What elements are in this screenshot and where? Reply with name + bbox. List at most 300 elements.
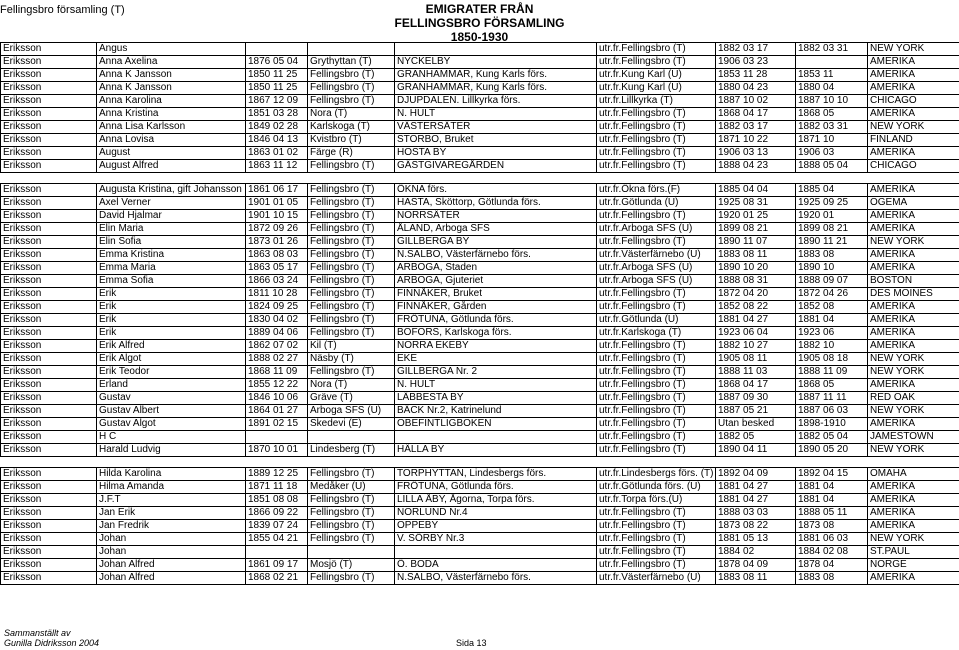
given-name-cell: Erik Alfred bbox=[97, 340, 246, 353]
destination-cell: RED OAK bbox=[868, 392, 959, 405]
compiler-name: Gunilla Didriksson 2004 bbox=[4, 638, 100, 648]
title-line-3: 1850-1930 bbox=[450, 30, 509, 44]
birth-date-cell: 1891 02 15 bbox=[246, 418, 308, 431]
table-row bbox=[1, 520, 959, 533]
emigration-date-cell: 1882 05 04 bbox=[796, 431, 868, 444]
surname-cell: Eriksson bbox=[1, 223, 97, 236]
surname-cell: Eriksson bbox=[1, 121, 97, 134]
given-name-cell: Erik Algot bbox=[97, 353, 246, 366]
residence-cell: LILLA ÅBY, Ågorna, Torpa förs. bbox=[395, 494, 597, 507]
birth-parish-cell: Gräve (T) bbox=[308, 392, 395, 405]
departure-date-cell: 1868 04 17 bbox=[716, 108, 796, 121]
emigration-date-cell: 1882 03 31 bbox=[796, 43, 868, 56]
surname-cell: Eriksson bbox=[1, 262, 97, 275]
departure-date-cell: 1883 08 11 bbox=[716, 249, 796, 262]
table-row bbox=[1, 444, 959, 457]
table-row bbox=[1, 275, 959, 288]
emigration-date-cell: 1880 04 bbox=[796, 82, 868, 95]
surname-cell: Eriksson bbox=[1, 288, 97, 301]
residence-cell: FINNÅKER, Bruket bbox=[395, 288, 597, 301]
birth-date-cell: 1863 11 12 bbox=[246, 160, 308, 173]
departure-date-cell: 1923 06 04 bbox=[716, 327, 796, 340]
destination-cell: NORGE bbox=[868, 559, 959, 572]
birth-date-cell: 1861 09 17 bbox=[246, 559, 308, 572]
birth-parish-cell: Fellingsbro (T) bbox=[308, 507, 395, 520]
emigration-date-cell: 1887 06 03 bbox=[796, 405, 868, 418]
given-name-cell: Harald Ludvig bbox=[97, 444, 246, 457]
given-name-cell: Angus bbox=[97, 43, 246, 56]
emigration-date-cell: 1899 08 21 bbox=[796, 223, 868, 236]
destination-cell: NEW YORK bbox=[868, 236, 959, 249]
destination-cell: NEW YORK bbox=[868, 533, 959, 546]
departure-date-cell: 1890 10 20 bbox=[716, 262, 796, 275]
given-name-cell: Johan bbox=[97, 533, 246, 546]
destination-cell: AMERIKA bbox=[868, 494, 959, 507]
destination-cell: AMERIKA bbox=[868, 314, 959, 327]
departure-parish-cell: utr.fr.Fellingsbro (T) bbox=[597, 379, 716, 392]
destination-cell: ST.PAUL bbox=[868, 546, 959, 559]
surname-cell: Eriksson bbox=[1, 559, 97, 572]
residence-cell: GILLBERGA BY bbox=[395, 236, 597, 249]
compiler-credit bbox=[4, 628, 99, 648]
birth-date-cell: 1851 03 28 bbox=[246, 108, 308, 121]
departure-parish-cell: utr.fr.Torpa förs.(U) bbox=[597, 494, 716, 507]
table-row bbox=[1, 366, 959, 379]
residence-cell: NORLUND Nr.4 bbox=[395, 507, 597, 520]
residence-cell: ÅLAND, Arboga SFS bbox=[395, 223, 597, 236]
given-name-cell: David Hjalmar bbox=[97, 210, 246, 223]
table-row bbox=[1, 134, 959, 147]
residence-cell: STORBO, Bruket bbox=[395, 134, 597, 147]
birth-parish-cell: Fellingsbro (T) bbox=[308, 160, 395, 173]
departure-date-cell: 1878 04 09 bbox=[716, 559, 796, 572]
departure-parish-cell: utr.fr.Fellingsbro (T) bbox=[597, 56, 716, 69]
birth-parish-cell: Fellingsbro (T) bbox=[308, 301, 395, 314]
destination-cell: DES MOINES bbox=[868, 288, 959, 301]
departure-date-cell: 1890 11 07 bbox=[716, 236, 796, 249]
given-name-cell: Anna K Jansson bbox=[97, 69, 246, 82]
surname-cell: Eriksson bbox=[1, 108, 97, 121]
given-name-cell: Elin Sofia bbox=[97, 236, 246, 249]
emigration-date-cell: 1888 11 09 bbox=[796, 366, 868, 379]
departure-parish-cell: utr.fr.Fellingsbro (T) bbox=[597, 405, 716, 418]
birth-parish-cell bbox=[308, 431, 395, 444]
departure-parish-cell: utr.fr.Västerfärnebo (U) bbox=[597, 249, 716, 262]
emigration-date-cell: 1882 03 31 bbox=[796, 121, 868, 134]
given-name-cell: Emma Sofia bbox=[97, 275, 246, 288]
departure-date-cell: 1873 08 22 bbox=[716, 520, 796, 533]
table-row bbox=[1, 353, 959, 366]
birth-date-cell: 1868 11 09 bbox=[246, 366, 308, 379]
surname-cell: Eriksson bbox=[1, 134, 97, 147]
destination-cell: AMERIKA bbox=[868, 82, 959, 95]
surname-cell: Eriksson bbox=[1, 197, 97, 210]
residence-cell: LÄBBESTA BY bbox=[395, 392, 597, 405]
table-row bbox=[1, 572, 959, 585]
table-row bbox=[1, 533, 959, 546]
birth-date-cell: 1901 10 15 bbox=[246, 210, 308, 223]
surname-cell: Eriksson bbox=[1, 494, 97, 507]
birth-parish-cell: Fellingsbro (T) bbox=[308, 366, 395, 379]
departure-date-cell: 1884 02 bbox=[716, 546, 796, 559]
surname-cell: Eriksson bbox=[1, 481, 97, 494]
table-row bbox=[1, 197, 959, 210]
destination-cell: OGEMA bbox=[868, 197, 959, 210]
birth-parish-cell: Fellingsbro (T) bbox=[308, 314, 395, 327]
emigration-date-cell: 1881 04 bbox=[796, 494, 868, 507]
residence-cell: GILLBERGA Nr. 2 bbox=[395, 366, 597, 379]
birth-date-cell: 1888 02 27 bbox=[246, 353, 308, 366]
given-name-cell: Anna Kristina bbox=[97, 108, 246, 121]
given-name-cell: Augusta Kristina, gift Johansson bbox=[97, 184, 246, 197]
emigration-date-cell: 1888 05 04 bbox=[796, 160, 868, 173]
table-body bbox=[1, 43, 959, 585]
birth-date-cell: 1846 10 06 bbox=[246, 392, 308, 405]
table-row bbox=[1, 301, 959, 314]
departure-parish-cell: utr.fr.Fellingsbro (T) bbox=[597, 431, 716, 444]
departure-parish-cell: utr.fr.Fellingsbro (T) bbox=[597, 533, 716, 546]
given-name-cell: August bbox=[97, 147, 246, 160]
emigration-date-cell: 1925 09 25 bbox=[796, 197, 868, 210]
residence-cell: EKE bbox=[395, 353, 597, 366]
residence-cell: V. SÖRBY Nr.3 bbox=[395, 533, 597, 546]
residence-cell: BÄCK Nr.2, Katrinelund bbox=[395, 405, 597, 418]
emigration-date-cell: 1906 03 bbox=[796, 147, 868, 160]
surname-cell: Eriksson bbox=[1, 353, 97, 366]
birth-date-cell: 1863 05 17 bbox=[246, 262, 308, 275]
departure-parish-cell: utr.fr.Västerfärnebo (U) bbox=[597, 572, 716, 585]
birth-parish-cell: Fellingsbro (T) bbox=[308, 69, 395, 82]
birth-date-cell: 1830 04 02 bbox=[246, 314, 308, 327]
birth-parish-cell: Näsby (T) bbox=[308, 353, 395, 366]
given-name-cell: H C bbox=[97, 431, 246, 444]
surname-cell: Eriksson bbox=[1, 275, 97, 288]
birth-date-cell: 1850 11 25 bbox=[246, 69, 308, 82]
destination-cell: OMAHA bbox=[868, 468, 959, 481]
given-name-cell: Erik Teodor bbox=[97, 366, 246, 379]
residence-cell: TORPHYTTAN, Lindesbergs förs. bbox=[395, 468, 597, 481]
spacer-row bbox=[1, 173, 959, 184]
departure-date-cell: 1899 08 21 bbox=[716, 223, 796, 236]
given-name-cell: Erik bbox=[97, 301, 246, 314]
departure-parish-cell: utr.fr.Fellingsbro (T) bbox=[597, 288, 716, 301]
birth-parish-cell: Mosjö (T) bbox=[308, 559, 395, 572]
surname-cell: Eriksson bbox=[1, 379, 97, 392]
residence-cell: FINNÅKER, Gården bbox=[395, 301, 597, 314]
title-line-2: FELLINGSBRO FÖRSAMLING bbox=[394, 16, 565, 30]
destination-cell: FINLAND bbox=[868, 134, 959, 147]
birth-date-cell bbox=[246, 43, 308, 56]
departure-parish-cell: utr.fr.Fellingsbro (T) bbox=[597, 43, 716, 56]
table-row bbox=[1, 392, 959, 405]
emigration-date-cell: 1923 06 bbox=[796, 327, 868, 340]
residence-cell: HÄLLA BY bbox=[395, 444, 597, 457]
table-row bbox=[1, 210, 959, 223]
emigration-date-cell: 1890 10 bbox=[796, 262, 868, 275]
departure-date-cell: 1883 08 11 bbox=[716, 572, 796, 585]
birth-date-cell: 1866 03 24 bbox=[246, 275, 308, 288]
residence-cell: GRANHAMMAR, Kung Karls förs. bbox=[395, 69, 597, 82]
birth-date-cell: 1839 07 24 bbox=[246, 520, 308, 533]
residence-cell: HOSTA BY bbox=[395, 147, 597, 160]
departure-parish-cell: utr.fr.Fellingsbro (T) bbox=[597, 546, 716, 559]
residence-cell: N. HULT bbox=[395, 108, 597, 121]
emigration-date-cell: 1890 11 21 bbox=[796, 236, 868, 249]
residence-cell: N.SALBO, Västerfärnebo förs. bbox=[395, 249, 597, 262]
surname-cell: Eriksson bbox=[1, 147, 97, 160]
residence-cell: OPPEBY bbox=[395, 520, 597, 533]
birth-date-cell: 1862 07 02 bbox=[246, 340, 308, 353]
surname-cell: Eriksson bbox=[1, 82, 97, 95]
departure-date-cell: 1882 10 27 bbox=[716, 340, 796, 353]
surname-cell: Eriksson bbox=[1, 340, 97, 353]
residence-cell: DJUPDALEN. Lillkyrka förs. bbox=[395, 95, 597, 108]
destination-cell: NEW YORK bbox=[868, 366, 959, 379]
given-name-cell: Erik bbox=[97, 288, 246, 301]
residence-cell: NORRSÄTER bbox=[395, 210, 597, 223]
birth-parish-cell: Karlskoga (T) bbox=[308, 121, 395, 134]
emigration-date-cell: 1905 08 18 bbox=[796, 353, 868, 366]
birth-date-cell bbox=[246, 546, 308, 559]
table-row bbox=[1, 82, 959, 95]
given-name-cell: Anna Karolina bbox=[97, 95, 246, 108]
destination-cell: AMERIKA bbox=[868, 223, 959, 236]
destination-cell: AMERIKA bbox=[868, 249, 959, 262]
departure-date-cell: 1888 08 31 bbox=[716, 275, 796, 288]
destination-cell: NEW YORK bbox=[868, 444, 959, 457]
emigration-date-cell: 1887 11 11 bbox=[796, 392, 868, 405]
residence-cell: FRÖTUNA, Götlunda förs. bbox=[395, 314, 597, 327]
birth-date-cell: 1849 02 28 bbox=[246, 121, 308, 134]
surname-cell: Eriksson bbox=[1, 520, 97, 533]
table-row bbox=[1, 56, 959, 69]
residence-cell: ÖKNA förs. bbox=[395, 184, 597, 197]
birth-parish-cell: Fellingsbro (T) bbox=[308, 520, 395, 533]
departure-parish-cell: utr.fr.Ökna förs.(F) bbox=[597, 184, 716, 197]
emigration-date-cell: 1884 02 08 bbox=[796, 546, 868, 559]
table-row bbox=[1, 507, 959, 520]
given-name-cell: Emma Maria bbox=[97, 262, 246, 275]
departure-date-cell: 1888 04 23 bbox=[716, 160, 796, 173]
departure-date-cell: 1905 08 11 bbox=[716, 353, 796, 366]
emigration-date-cell: 1873 08 bbox=[796, 520, 868, 533]
document-title bbox=[0, 2, 959, 44]
destination-cell: AMERIKA bbox=[868, 379, 959, 392]
given-name-cell: Gustav bbox=[97, 392, 246, 405]
departure-date-cell: 1882 05 bbox=[716, 431, 796, 444]
table-row bbox=[1, 288, 959, 301]
residence-cell bbox=[395, 43, 597, 56]
given-name-cell: Anna K Jansson bbox=[97, 82, 246, 95]
destination-cell: AMERIKA bbox=[868, 210, 959, 223]
table-row bbox=[1, 418, 959, 431]
destination-cell: AMERIKA bbox=[868, 108, 959, 121]
emigration-date-cell: 1868 05 bbox=[796, 108, 868, 121]
birth-date-cell: 1870 10 01 bbox=[246, 444, 308, 457]
departure-parish-cell: utr.fr.Fellingsbro (T) bbox=[597, 108, 716, 121]
given-name-cell: Elin Maria bbox=[97, 223, 246, 236]
table-row bbox=[1, 236, 959, 249]
residence-cell: OBEFINTLIGBOKEN bbox=[395, 418, 597, 431]
destination-cell: AMERIKA bbox=[868, 301, 959, 314]
table-row bbox=[1, 147, 959, 160]
surname-cell: Eriksson bbox=[1, 184, 97, 197]
table-row bbox=[1, 184, 959, 197]
table-row bbox=[1, 468, 959, 481]
departure-parish-cell: utr.fr.Karlskoga (T) bbox=[597, 327, 716, 340]
birth-parish-cell: Färge (R) bbox=[308, 147, 395, 160]
table-row bbox=[1, 494, 959, 507]
given-name-cell: Johan Alfred bbox=[97, 559, 246, 572]
surname-cell: Eriksson bbox=[1, 160, 97, 173]
destination-cell: NEW YORK bbox=[868, 405, 959, 418]
table-row bbox=[1, 546, 959, 559]
given-name-cell: Gustav Albert bbox=[97, 405, 246, 418]
birth-date-cell: 1864 01 27 bbox=[246, 405, 308, 418]
birth-parish-cell: Fellingsbro (T) bbox=[308, 95, 395, 108]
birth-parish-cell: Fellingsbro (T) bbox=[308, 223, 395, 236]
table-row bbox=[1, 405, 959, 418]
surname-cell: Eriksson bbox=[1, 533, 97, 546]
surname-cell: Eriksson bbox=[1, 327, 97, 340]
departure-parish-cell: utr.fr.Arboga SFS (U) bbox=[597, 275, 716, 288]
birth-parish-cell: Lindesberg (T) bbox=[308, 444, 395, 457]
birth-parish-cell: Skedevi (E) bbox=[308, 418, 395, 431]
emigration-date-cell: 1892 04 15 bbox=[796, 468, 868, 481]
birth-date-cell: 1861 06 17 bbox=[246, 184, 308, 197]
departure-date-cell: 1892 04 09 bbox=[716, 468, 796, 481]
residence-cell: ARBOGA, Gjuteriet bbox=[395, 275, 597, 288]
destination-cell: BOSTON bbox=[868, 275, 959, 288]
departure-date-cell: 1853 11 28 bbox=[716, 69, 796, 82]
residence-cell bbox=[395, 431, 597, 444]
given-name-cell: Erland bbox=[97, 379, 246, 392]
birth-date-cell: 1876 05 04 bbox=[246, 56, 308, 69]
departure-date-cell: 1887 09 30 bbox=[716, 392, 796, 405]
birth-parish-cell: Grythyttan (T) bbox=[308, 56, 395, 69]
table-row bbox=[1, 327, 959, 340]
emigrant-table bbox=[0, 42, 959, 585]
table-row bbox=[1, 160, 959, 173]
departure-parish-cell: utr.fr.Arboga SFS (U) bbox=[597, 262, 716, 275]
departure-date-cell: 1920 01 25 bbox=[716, 210, 796, 223]
emigration-date-cell: 1853 11 bbox=[796, 69, 868, 82]
emigration-date-cell: 1872 04 26 bbox=[796, 288, 868, 301]
birth-date-cell: 1867 12 09 bbox=[246, 95, 308, 108]
surname-cell: Eriksson bbox=[1, 69, 97, 82]
surname-cell: Eriksson bbox=[1, 392, 97, 405]
surname-cell: Eriksson bbox=[1, 249, 97, 262]
departure-date-cell: 1925 08 31 bbox=[716, 197, 796, 210]
birth-parish-cell: Fellingsbro (T) bbox=[308, 249, 395, 262]
surname-cell: Eriksson bbox=[1, 546, 97, 559]
departure-date-cell: 1881 04 27 bbox=[716, 314, 796, 327]
surname-cell: Eriksson bbox=[1, 314, 97, 327]
emigration-date-cell: 1881 04 bbox=[796, 481, 868, 494]
birth-date-cell: 1863 08 03 bbox=[246, 249, 308, 262]
birth-parish-cell: Fellingsbro (T) bbox=[308, 82, 395, 95]
departure-parish-cell: utr.fr.Fellingsbro (T) bbox=[597, 444, 716, 457]
table-row bbox=[1, 262, 959, 275]
birth-parish-cell: Fellingsbro (T) bbox=[308, 533, 395, 546]
departure-date-cell: 1882 03 17 bbox=[716, 43, 796, 56]
departure-parish-cell: utr.fr.Fellingsbro (T) bbox=[597, 236, 716, 249]
birth-parish-cell: Nora (T) bbox=[308, 108, 395, 121]
departure-date-cell: Utan besked bbox=[716, 418, 796, 431]
destination-cell: AMERIKA bbox=[868, 262, 959, 275]
departure-date-cell: 1906 03 23 bbox=[716, 56, 796, 69]
departure-parish-cell: utr.fr.Götlunda (U) bbox=[597, 314, 716, 327]
emigration-date-cell: 1871 10 bbox=[796, 134, 868, 147]
surname-cell: Eriksson bbox=[1, 431, 97, 444]
departure-date-cell: 1871 10 22 bbox=[716, 134, 796, 147]
given-name-cell: Johan Alfred bbox=[97, 572, 246, 585]
surname-cell: Eriksson bbox=[1, 507, 97, 520]
table-row bbox=[1, 223, 959, 236]
given-name-cell: Jan Erik bbox=[97, 507, 246, 520]
departure-date-cell: 1885 04 04 bbox=[716, 184, 796, 197]
birth-date-cell: 1871 11 18 bbox=[246, 481, 308, 494]
birth-parish-cell: Fellingsbro (T) bbox=[308, 236, 395, 249]
table-row bbox=[1, 379, 959, 392]
departure-date-cell: 1887 05 21 bbox=[716, 405, 796, 418]
departure-date-cell: 1868 04 17 bbox=[716, 379, 796, 392]
emigration-date-cell: 1883 08 bbox=[796, 249, 868, 262]
emigration-date-cell: 1890 05 20 bbox=[796, 444, 868, 457]
departure-parish-cell: utr.fr.Fellingsbro (T) bbox=[597, 301, 716, 314]
departure-parish-cell: utr.fr.Fellingsbro (T) bbox=[597, 366, 716, 379]
given-name-cell: Johan bbox=[97, 546, 246, 559]
destination-cell: NEW YORK bbox=[868, 353, 959, 366]
residence-cell: NORRA EKEBY bbox=[395, 340, 597, 353]
table-row bbox=[1, 95, 959, 108]
residence-cell: N.SALBO, Västerfärnebo förs. bbox=[395, 572, 597, 585]
given-name-cell: Emma Kristina bbox=[97, 249, 246, 262]
departure-parish-cell: utr.fr.Fellingsbro (T) bbox=[597, 340, 716, 353]
birth-parish-cell: Arboga SFS (U) bbox=[308, 405, 395, 418]
emigration-date-cell: 1881 04 bbox=[796, 314, 868, 327]
residence-cell: N. HULT bbox=[395, 379, 597, 392]
departure-date-cell: 1872 04 20 bbox=[716, 288, 796, 301]
given-name-cell: Gustav Algot bbox=[97, 418, 246, 431]
spacer-cell bbox=[1, 173, 959, 184]
table-row bbox=[1, 481, 959, 494]
given-name-cell: Erik bbox=[97, 327, 246, 340]
departure-parish-cell: utr.fr.Fellingsbro (T) bbox=[597, 418, 716, 431]
birth-parish-cell: Fellingsbro (T) bbox=[308, 210, 395, 223]
emigration-date-cell: 1887 10 10 bbox=[796, 95, 868, 108]
birth-parish-cell: Kil (T) bbox=[308, 340, 395, 353]
spacer-row bbox=[1, 457, 959, 468]
destination-cell: JAMESTOWN bbox=[868, 431, 959, 444]
birth-date-cell: 1846 04 13 bbox=[246, 134, 308, 147]
table-row bbox=[1, 69, 959, 82]
destination-cell: AMERIKA bbox=[868, 147, 959, 160]
emigration-date-cell: 1885 04 bbox=[796, 184, 868, 197]
departure-date-cell: 1888 11 03 bbox=[716, 366, 796, 379]
departure-date-cell: 1881 04 27 bbox=[716, 494, 796, 507]
table-row bbox=[1, 121, 959, 134]
given-name-cell: Erik bbox=[97, 314, 246, 327]
birth-parish-cell: Nora (T) bbox=[308, 379, 395, 392]
departure-date-cell: 1881 05 13 bbox=[716, 533, 796, 546]
surname-cell: Eriksson bbox=[1, 236, 97, 249]
birth-date-cell: 1872 09 26 bbox=[246, 223, 308, 236]
destination-cell: AMERIKA bbox=[868, 418, 959, 431]
birth-date-cell: 1855 12 22 bbox=[246, 379, 308, 392]
residence-cell: Ö. BODA bbox=[395, 559, 597, 572]
birth-date-cell: 1889 12 25 bbox=[246, 468, 308, 481]
